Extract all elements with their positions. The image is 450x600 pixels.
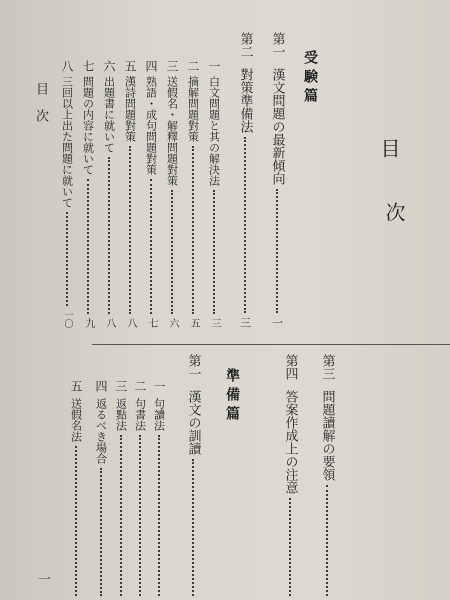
subitem-7-number: 七 [81,60,95,72]
subitem-2-number: 二 [186,60,200,72]
subitem-5 [122,60,138,328]
subitem-5-number: 五 [123,60,137,72]
subitem-1 [206,60,222,328]
junbi-subitem-1-title: 句讀法 [152,398,166,431]
leader-dots [192,459,194,596]
page-title-char-1: 目 [377,138,401,158]
leader-dots [276,189,278,313]
junbi-subitem-2-number: 二 [133,380,147,392]
subitem-6-number: 六 [102,60,116,72]
leader-dots [158,435,160,596]
junbi-chapter-1-title: 漢文の訓讀 [185,390,201,455]
chapter-1-entry [268,32,286,328]
subitem-8 [59,60,75,328]
chapter-2-title: 對策準備法 [237,68,253,133]
leader-dots [66,212,68,306]
chapter-4-title: 答案作成上の注意 [282,390,298,494]
chapter-3-number: 第三 [319,354,335,380]
subitem-3-number: 三 [165,60,179,72]
subitem-7-title: 問題の内容に就いて [81,76,95,175]
section-title-juken: 受験篇 [302,50,318,107]
junbi-subitem-4-title: 返るべき場合 [94,398,108,464]
junbi-subitem-1 [151,380,167,600]
junbi-chapter-1-entry [184,354,202,600]
subitem-8-number: 八 [60,60,74,72]
chapter-3-entry [318,354,336,600]
junbi-subitem-1-number: 一 [152,380,166,392]
leader-dots [120,435,122,596]
subitem-2-page: 五 [188,318,199,328]
leader-dots [100,468,102,596]
chapter-2-number: 第二 [237,32,253,58]
junbi-subitem-5-title: 送假名法 [69,398,83,442]
subitem-6-page: 八 [104,318,115,328]
subitem-1-title: 白文問題と其の解決法 [207,76,221,186]
chapter-1-title: 漢文問題の最新傾向 [269,68,285,185]
subitem-3-title: 送假名・解釋問題對策 [165,76,179,186]
subitem-1-page: 三 [209,318,220,328]
leader-dots [326,485,328,596]
junbi-chapter-1-number: 第一 [185,354,201,380]
chapter-4-number: 第四 [282,354,298,380]
subitem-1-number: 一 [207,60,221,72]
subitem-4 [143,60,159,328]
chapter-2-page: 三 [238,317,252,328]
section-title-junbi: 準備篇 [224,368,240,425]
leader-dots [171,190,173,314]
subitem-3-page: 六 [167,318,178,328]
leader-dots [139,435,141,596]
subitem-8-title: 三回以上出た問題に就いて [60,76,74,208]
page-number: 一 [35,572,50,585]
junbi-subitem-5 [68,380,84,600]
junbi-subitem-5-number: 五 [69,380,83,392]
junbi-subitem-3-number: 三 [114,380,128,392]
leader-dots [129,146,131,314]
leader-dots [150,179,152,314]
leader-dots [87,179,89,314]
subitem-4-number: 四 [144,60,158,72]
leader-dots [213,190,215,314]
subitem-4-page: 七 [146,318,157,328]
leader-dots [192,146,194,314]
junbi-subitem-4-number: 四 [94,380,108,392]
junbi-subitem-3-title: 返點法 [114,398,128,431]
subitem-3 [164,60,180,328]
leader-dots [289,498,291,596]
subitem-6-title: 出題書に就いて [102,76,116,153]
leader-dots [75,446,77,596]
leader-dots [108,157,110,314]
subitem-2 [185,60,201,328]
subitem-5-page: 八 [125,318,136,328]
section-divider [92,344,450,345]
junbi-subitem-2 [132,380,148,600]
junbi-subitem-4 [93,380,109,600]
subitem-2-title: 摘解問題對策 [186,76,200,142]
subitem-8-page: 一〇 [62,310,73,328]
leader-dots [244,137,246,313]
subitem-4-title: 熟語・成句問題對策 [144,76,158,175]
running-title: 目次 [33,82,48,136]
chapter-3-title: 問題讀解の要領 [319,390,335,481]
page-title-char-2: 次 [382,202,406,222]
chapter-4-entry [281,354,299,600]
chapter-1-page: 一 [270,317,284,328]
subitem-7-page: 九 [83,318,94,328]
subitem-6 [101,60,117,328]
subitem-7 [80,60,96,328]
subitem-5-title: 漢詩問題對策 [123,76,137,142]
chapter-2-entry [236,32,254,328]
junbi-subitem-2-title: 句書法 [133,398,147,431]
chapter-1-number: 第一 [269,32,285,58]
junbi-subitem-3 [113,380,129,600]
